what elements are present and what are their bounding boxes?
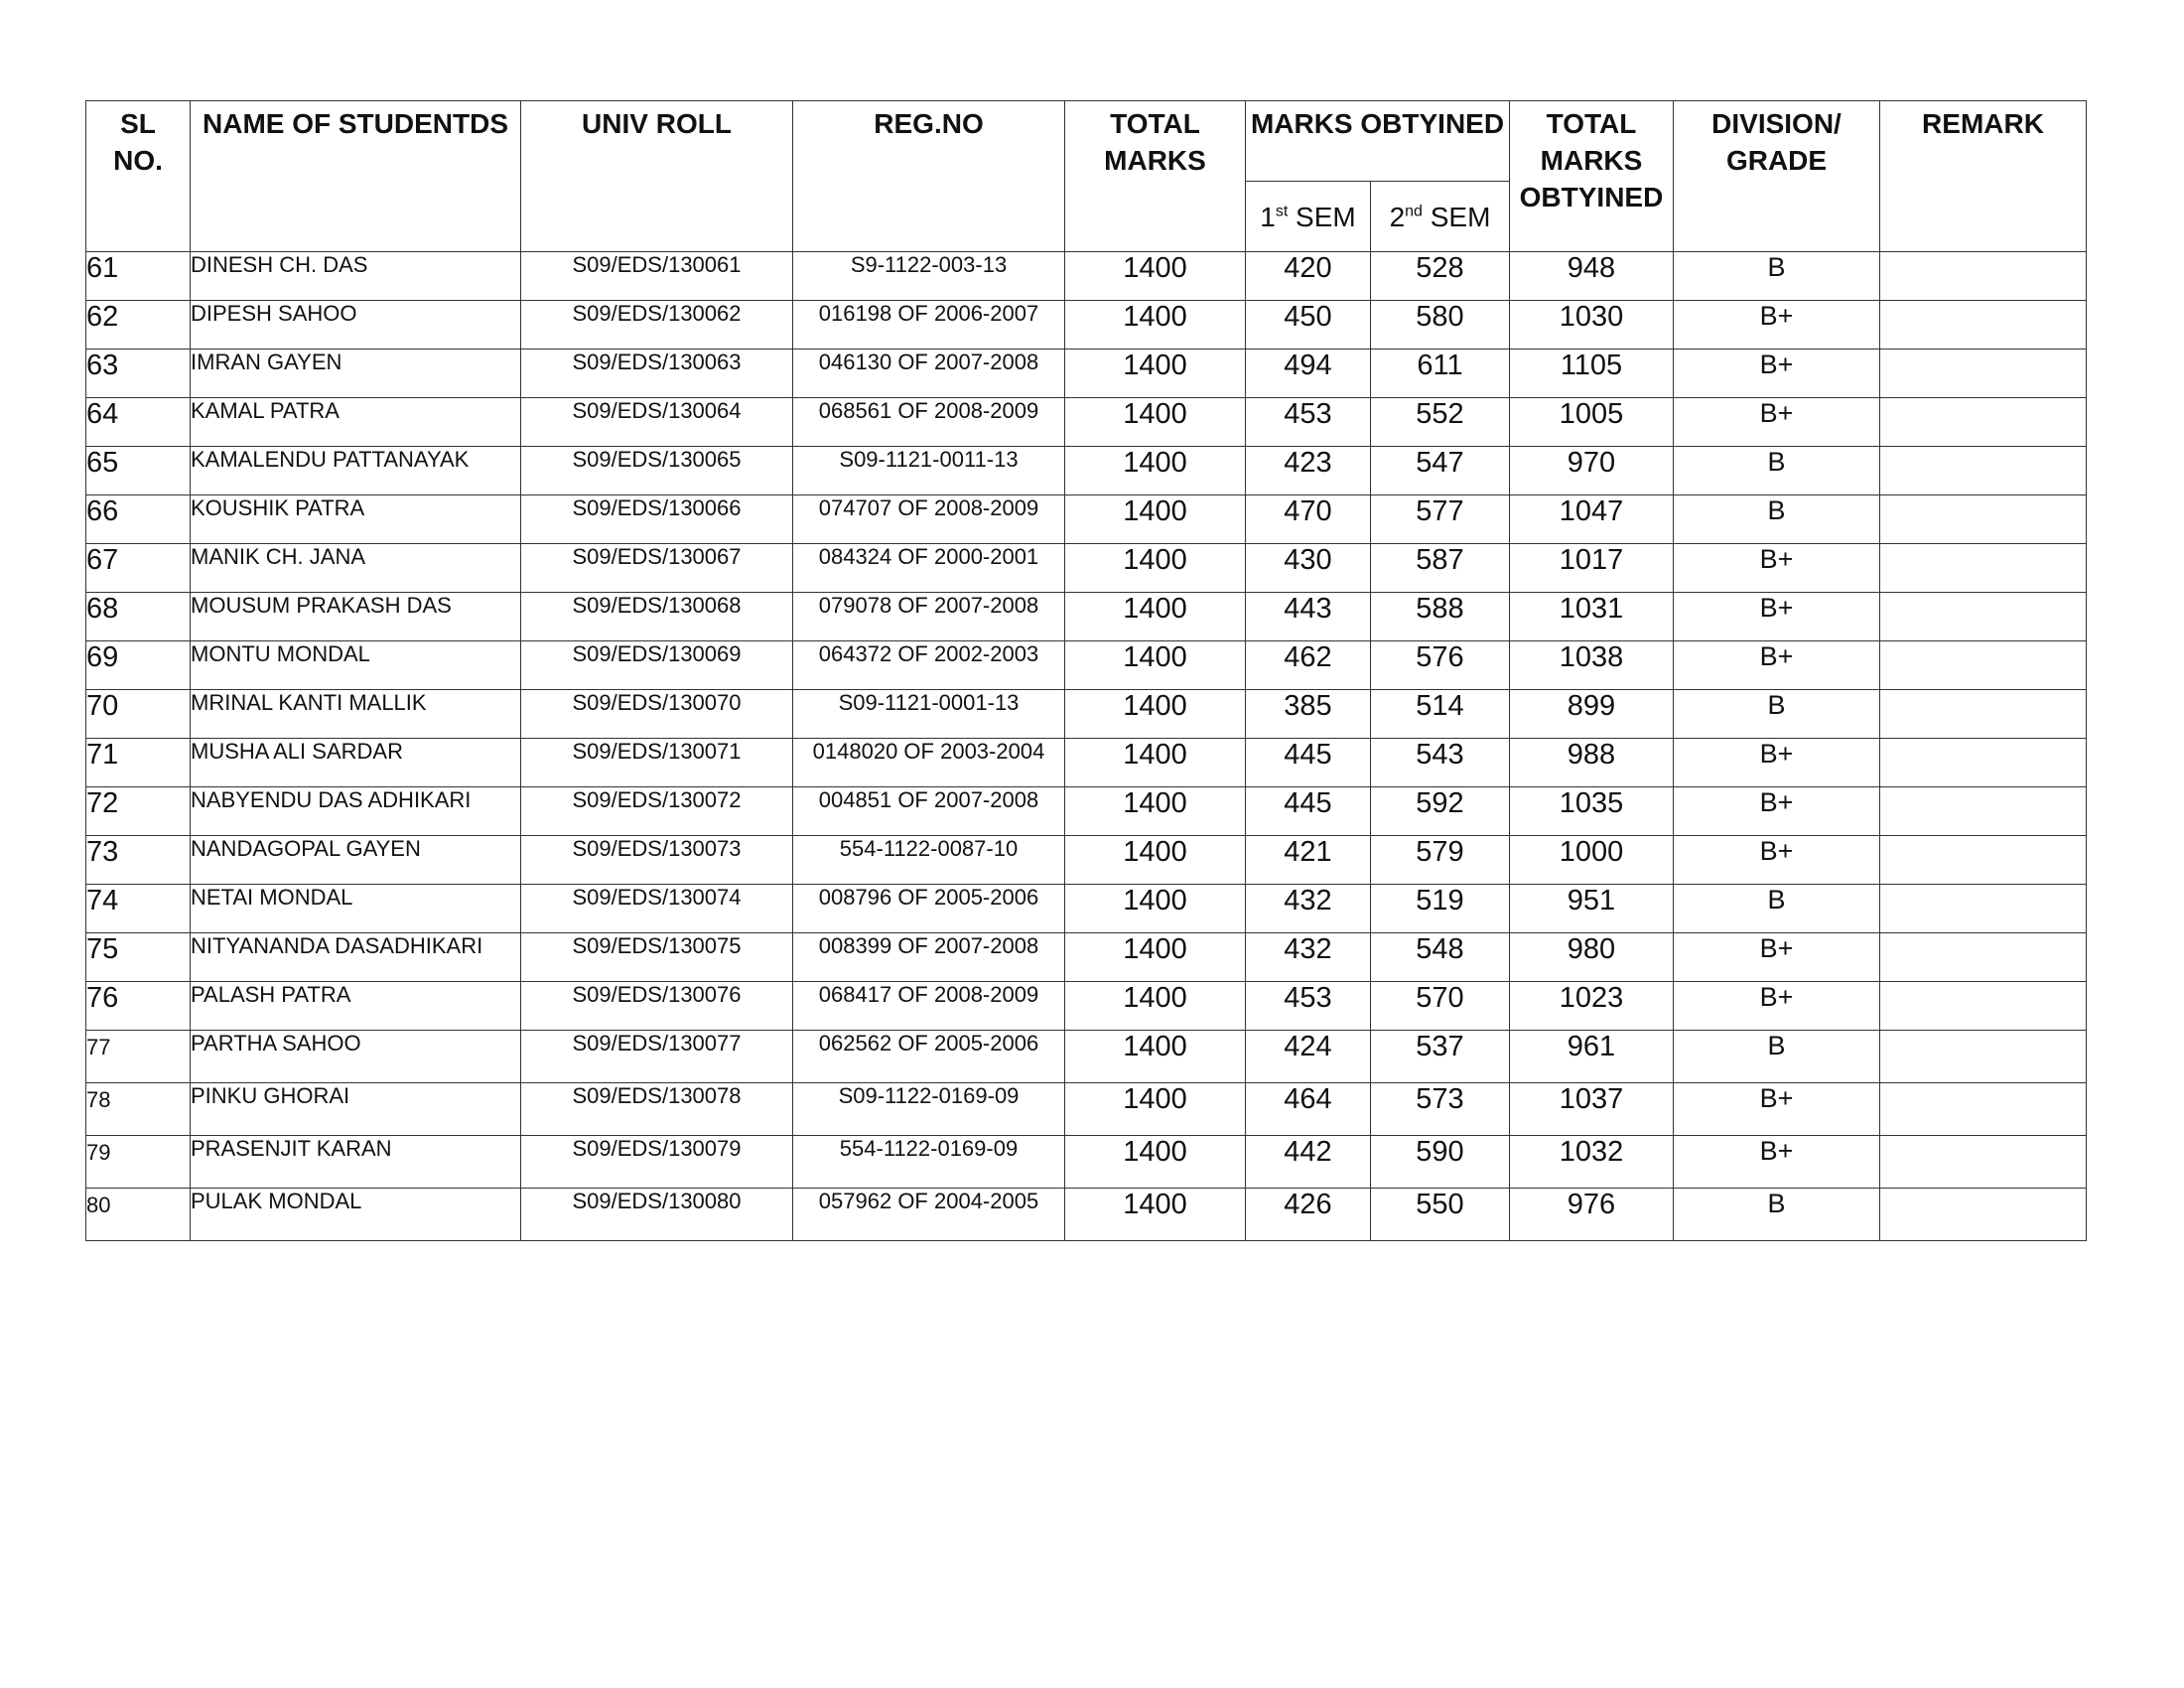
cell-univ-roll: S09/EDS/130062 [521, 301, 793, 350]
cell-total-marks: 1400 [1065, 1031, 1246, 1083]
cell-total-marks: 1400 [1065, 933, 1246, 982]
cell-reg-no: 554-1122-0087-10 [793, 836, 1065, 885]
header-student-name: NAME OF STUDENTDS [191, 101, 521, 252]
cell-total-marks: 1400 [1065, 252, 1246, 301]
cell-student-name: DIPESH SAHOO [191, 301, 521, 350]
cell-sl-no: 77 [86, 1031, 191, 1083]
cell-remark [1880, 690, 2087, 739]
cell-total-obtained: 1032 [1510, 1136, 1674, 1189]
cell-remark [1880, 398, 2087, 447]
table-row [86, 641, 2087, 690]
cell-total-obtained: 951 [1510, 885, 1674, 933]
cell-univ-roll: S09/EDS/130077 [521, 1031, 793, 1083]
cell-sem1-marks: 494 [1246, 350, 1371, 398]
cell-total-obtained: 1023 [1510, 982, 1674, 1031]
cell-sem2-marks: 590 [1371, 1136, 1510, 1189]
cell-reg-no: S09-1121-0011-13 [793, 447, 1065, 495]
header-sl-no: SL NO. [86, 101, 191, 252]
cell-remark [1880, 593, 2087, 641]
cell-total-obtained: 976 [1510, 1189, 1674, 1241]
cell-total-marks: 1400 [1065, 301, 1246, 350]
table-header [86, 101, 2087, 252]
cell-remark [1880, 252, 2087, 301]
table-row [86, 933, 2087, 982]
cell-sem1-marks: 450 [1246, 301, 1371, 350]
cell-total-marks: 1400 [1065, 447, 1246, 495]
cell-sem1-marks: 423 [1246, 447, 1371, 495]
cell-univ-roll: S09/EDS/130070 [521, 690, 793, 739]
marks-table [85, 100, 2087, 1241]
cell-total-obtained: 988 [1510, 739, 1674, 787]
cell-total-marks: 1400 [1065, 1189, 1246, 1241]
cell-grade: B+ [1674, 1083, 1880, 1136]
table-row [86, 1136, 2087, 1189]
cell-sl-no: 72 [86, 787, 191, 836]
cell-sl-no: 67 [86, 544, 191, 593]
cell-grade: B [1674, 1189, 1880, 1241]
cell-total-obtained: 948 [1510, 252, 1674, 301]
cell-student-name: NITYANANDA DASADHIKARI [191, 933, 521, 982]
cell-remark [1880, 739, 2087, 787]
table-row [86, 836, 2087, 885]
cell-reg-no: S9-1122-003-13 [793, 252, 1065, 301]
cell-sem2-marks: 577 [1371, 495, 1510, 544]
cell-reg-no: 008399 OF 2007-2008 [793, 933, 1065, 982]
cell-total-marks: 1400 [1065, 544, 1246, 593]
cell-sem2-marks: 547 [1371, 447, 1510, 495]
cell-student-name: KAMAL PATRA [191, 398, 521, 447]
cell-remark [1880, 1136, 2087, 1189]
cell-sl-no: 80 [86, 1189, 191, 1241]
cell-reg-no: 064372 OF 2002-2003 [793, 641, 1065, 690]
cell-univ-roll: S09/EDS/130075 [521, 933, 793, 982]
header-total-marks: TOTAL MARKS [1065, 101, 1246, 252]
cell-student-name: MONTU MONDAL [191, 641, 521, 690]
cell-sl-no: 71 [86, 739, 191, 787]
cell-sl-no: 68 [86, 593, 191, 641]
cell-sl-no: 75 [86, 933, 191, 982]
cell-total-marks: 1400 [1065, 1136, 1246, 1189]
cell-grade: B+ [1674, 836, 1880, 885]
cell-total-marks: 1400 [1065, 398, 1246, 447]
cell-student-name: KAMALENDU PATTANAYAK [191, 447, 521, 495]
cell-student-name: PALASH PATRA [191, 982, 521, 1031]
cell-sem1-marks: 432 [1246, 933, 1371, 982]
cell-sem2-marks: 550 [1371, 1189, 1510, 1241]
cell-student-name: MUSHA ALI SARDAR [191, 739, 521, 787]
cell-student-name: MRINAL KANTI MALLIK [191, 690, 521, 739]
table-row [86, 885, 2087, 933]
cell-reg-no: 554-1122-0169-09 [793, 1136, 1065, 1189]
cell-grade: B+ [1674, 398, 1880, 447]
cell-sl-no: 69 [86, 641, 191, 690]
cell-total-obtained: 1037 [1510, 1083, 1674, 1136]
cell-reg-no: 068417 OF 2008-2009 [793, 982, 1065, 1031]
header-marks-obtained: MARKS OBTYINED [1246, 101, 1510, 182]
cell-total-obtained: 1038 [1510, 641, 1674, 690]
cell-sem1-marks: 443 [1246, 593, 1371, 641]
cell-sem1-marks: 424 [1246, 1031, 1371, 1083]
cell-total-marks: 1400 [1065, 593, 1246, 641]
cell-sl-no: 61 [86, 252, 191, 301]
cell-grade: B [1674, 885, 1880, 933]
header-remark: REMARK [1880, 101, 2087, 252]
cell-student-name: PINKU GHORAI [191, 1083, 521, 1136]
cell-sem1-marks: 470 [1246, 495, 1371, 544]
cell-total-obtained: 899 [1510, 690, 1674, 739]
cell-sem1-marks: 421 [1246, 836, 1371, 885]
cell-grade: B+ [1674, 982, 1880, 1031]
cell-grade: B+ [1674, 1136, 1880, 1189]
cell-sl-no: 66 [86, 495, 191, 544]
cell-total-obtained: 1000 [1510, 836, 1674, 885]
cell-sem1-marks: 445 [1246, 739, 1371, 787]
cell-sem2-marks: 528 [1371, 252, 1510, 301]
cell-total-marks: 1400 [1065, 641, 1246, 690]
cell-total-marks: 1400 [1065, 787, 1246, 836]
cell-reg-no: 008796 OF 2005-2006 [793, 885, 1065, 933]
cell-grade: B [1674, 447, 1880, 495]
cell-grade: B [1674, 1031, 1880, 1083]
header-total-marks-obtained: TOTAL MARKS OBTYINED [1510, 101, 1674, 252]
cell-sem2-marks: 579 [1371, 836, 1510, 885]
cell-remark [1880, 1189, 2087, 1241]
cell-sem2-marks: 573 [1371, 1083, 1510, 1136]
table-row [86, 982, 2087, 1031]
cell-univ-roll: S09/EDS/130066 [521, 495, 793, 544]
cell-sl-no: 76 [86, 982, 191, 1031]
cell-total-obtained: 970 [1510, 447, 1674, 495]
cell-sem2-marks: 576 [1371, 641, 1510, 690]
cell-univ-roll: S09/EDS/130064 [521, 398, 793, 447]
cell-grade: B [1674, 690, 1880, 739]
cell-sem2-marks: 548 [1371, 933, 1510, 982]
cell-sl-no: 78 [86, 1083, 191, 1136]
cell-univ-roll: S09/EDS/130071 [521, 739, 793, 787]
header-division-grade: DIVISION/ GRADE [1674, 101, 1880, 252]
cell-univ-roll: S09/EDS/130063 [521, 350, 793, 398]
cell-sem1-marks: 385 [1246, 690, 1371, 739]
header-univ-roll: UNIV ROLL [521, 101, 793, 252]
cell-sem1-marks: 462 [1246, 641, 1371, 690]
cell-student-name: MOUSUM PRAKASH DAS [191, 593, 521, 641]
table-row [86, 544, 2087, 593]
cell-sem1-marks: 453 [1246, 398, 1371, 447]
cell-student-name: PRASENJIT KARAN [191, 1136, 521, 1189]
cell-sem2-marks: 592 [1371, 787, 1510, 836]
cell-univ-roll: S09/EDS/130073 [521, 836, 793, 885]
cell-reg-no: 0148020 OF 2003-2004 [793, 739, 1065, 787]
cell-remark [1880, 787, 2087, 836]
table-row [86, 1083, 2087, 1136]
cell-sem1-marks: 430 [1246, 544, 1371, 593]
table-row [86, 495, 2087, 544]
cell-student-name: PARTHA SAHOO [191, 1031, 521, 1083]
cell-student-name: DINESH CH. DAS [191, 252, 521, 301]
cell-total-marks: 1400 [1065, 739, 1246, 787]
cell-sl-no: 79 [86, 1136, 191, 1189]
cell-reg-no: 062562 OF 2005-2006 [793, 1031, 1065, 1083]
cell-remark [1880, 641, 2087, 690]
cell-reg-no: 004851 OF 2007-2008 [793, 787, 1065, 836]
cell-sem2-marks: 580 [1371, 301, 1510, 350]
cell-sem1-marks: 420 [1246, 252, 1371, 301]
table-row [86, 398, 2087, 447]
header-sem-1: 1st SEM [1246, 182, 1371, 252]
cell-total-obtained: 1005 [1510, 398, 1674, 447]
cell-univ-roll: S09/EDS/130080 [521, 1189, 793, 1241]
cell-student-name: NETAI MONDAL [191, 885, 521, 933]
cell-sem1-marks: 432 [1246, 885, 1371, 933]
cell-student-name: PULAK MONDAL [191, 1189, 521, 1241]
cell-univ-roll: S09/EDS/130067 [521, 544, 793, 593]
cell-grade: B+ [1674, 641, 1880, 690]
table-row [86, 1189, 2087, 1241]
table-row [86, 739, 2087, 787]
cell-student-name: IMRAN GAYEN [191, 350, 521, 398]
cell-sem2-marks: 587 [1371, 544, 1510, 593]
cell-reg-no: 079078 OF 2007-2008 [793, 593, 1065, 641]
cell-total-obtained: 1047 [1510, 495, 1674, 544]
cell-total-marks: 1400 [1065, 1083, 1246, 1136]
cell-sem2-marks: 570 [1371, 982, 1510, 1031]
cell-sem1-marks: 445 [1246, 787, 1371, 836]
cell-sem1-marks: 426 [1246, 1189, 1371, 1241]
cell-sl-no: 64 [86, 398, 191, 447]
cell-grade: B+ [1674, 739, 1880, 787]
cell-total-marks: 1400 [1065, 885, 1246, 933]
cell-total-obtained: 980 [1510, 933, 1674, 982]
header-row [86, 101, 2087, 182]
cell-total-obtained: 1031 [1510, 593, 1674, 641]
table-body [86, 252, 2087, 1241]
cell-univ-roll: S09/EDS/130061 [521, 252, 793, 301]
cell-total-marks: 1400 [1065, 836, 1246, 885]
cell-remark [1880, 982, 2087, 1031]
table-row [86, 447, 2087, 495]
cell-total-marks: 1400 [1065, 350, 1246, 398]
cell-univ-roll: S09/EDS/130078 [521, 1083, 793, 1136]
cell-sl-no: 74 [86, 885, 191, 933]
cell-total-obtained: 1030 [1510, 301, 1674, 350]
cell-remark [1880, 933, 2087, 982]
cell-student-name: MANIK CH. JANA [191, 544, 521, 593]
table-row [86, 690, 2087, 739]
cell-sem2-marks: 588 [1371, 593, 1510, 641]
cell-grade: B+ [1674, 301, 1880, 350]
cell-univ-roll: S09/EDS/130076 [521, 982, 793, 1031]
cell-grade: B+ [1674, 544, 1880, 593]
cell-reg-no: 068561 OF 2008-2009 [793, 398, 1065, 447]
cell-sl-no: 63 [86, 350, 191, 398]
cell-sl-no: 73 [86, 836, 191, 885]
header-reg-no: REG.NO [793, 101, 1065, 252]
cell-grade: B+ [1674, 787, 1880, 836]
cell-grade: B [1674, 495, 1880, 544]
cell-reg-no: S09-1121-0001-13 [793, 690, 1065, 739]
cell-total-obtained: 1035 [1510, 787, 1674, 836]
cell-total-marks: 1400 [1065, 690, 1246, 739]
table-row [86, 252, 2087, 301]
cell-student-name: KOUSHIK PATRA [191, 495, 521, 544]
cell-student-name: NANDAGOPAL GAYEN [191, 836, 521, 885]
table-row [86, 593, 2087, 641]
cell-reg-no: 016198 OF 2006-2007 [793, 301, 1065, 350]
cell-univ-roll: S09/EDS/130079 [521, 1136, 793, 1189]
cell-univ-roll: S09/EDS/130065 [521, 447, 793, 495]
cell-remark [1880, 1083, 2087, 1136]
cell-reg-no: 074707 OF 2008-2009 [793, 495, 1065, 544]
cell-sem2-marks: 611 [1371, 350, 1510, 398]
cell-sem2-marks: 552 [1371, 398, 1510, 447]
cell-total-obtained: 1017 [1510, 544, 1674, 593]
cell-total-marks: 1400 [1065, 495, 1246, 544]
cell-sem1-marks: 442 [1246, 1136, 1371, 1189]
cell-sem2-marks: 519 [1371, 885, 1510, 933]
cell-univ-roll: S09/EDS/130072 [521, 787, 793, 836]
cell-remark [1880, 885, 2087, 933]
cell-grade: B+ [1674, 350, 1880, 398]
cell-sem1-marks: 464 [1246, 1083, 1371, 1136]
cell-univ-roll: S09/EDS/130068 [521, 593, 793, 641]
cell-sem1-marks: 453 [1246, 982, 1371, 1031]
cell-reg-no: 057962 OF 2004-2005 [793, 1189, 1065, 1241]
cell-remark [1880, 836, 2087, 885]
cell-reg-no: 084324 OF 2000-2001 [793, 544, 1065, 593]
cell-remark [1880, 495, 2087, 544]
table-row [86, 787, 2087, 836]
cell-sl-no: 65 [86, 447, 191, 495]
cell-grade: B [1674, 252, 1880, 301]
cell-reg-no: 046130 OF 2007-2008 [793, 350, 1065, 398]
table-row [86, 1031, 2087, 1083]
cell-total-marks: 1400 [1065, 982, 1246, 1031]
cell-remark [1880, 350, 2087, 398]
cell-remark [1880, 1031, 2087, 1083]
cell-sem2-marks: 537 [1371, 1031, 1510, 1083]
cell-univ-roll: S09/EDS/130069 [521, 641, 793, 690]
header-sem-2: 2nd SEM [1371, 182, 1510, 252]
cell-total-obtained: 961 [1510, 1031, 1674, 1083]
cell-grade: B+ [1674, 933, 1880, 982]
table-row [86, 350, 2087, 398]
cell-student-name: NABYENDU DAS ADHIKARI [191, 787, 521, 836]
cell-total-obtained: 1105 [1510, 350, 1674, 398]
cell-remark [1880, 544, 2087, 593]
cell-sem2-marks: 514 [1371, 690, 1510, 739]
cell-grade: B+ [1674, 593, 1880, 641]
cell-remark [1880, 447, 2087, 495]
cell-sem2-marks: 543 [1371, 739, 1510, 787]
table-row [86, 301, 2087, 350]
cell-remark [1880, 301, 2087, 350]
cell-reg-no: S09-1122-0169-09 [793, 1083, 1065, 1136]
cell-sl-no: 62 [86, 301, 191, 350]
cell-sl-no: 70 [86, 690, 191, 739]
cell-univ-roll: S09/EDS/130074 [521, 885, 793, 933]
